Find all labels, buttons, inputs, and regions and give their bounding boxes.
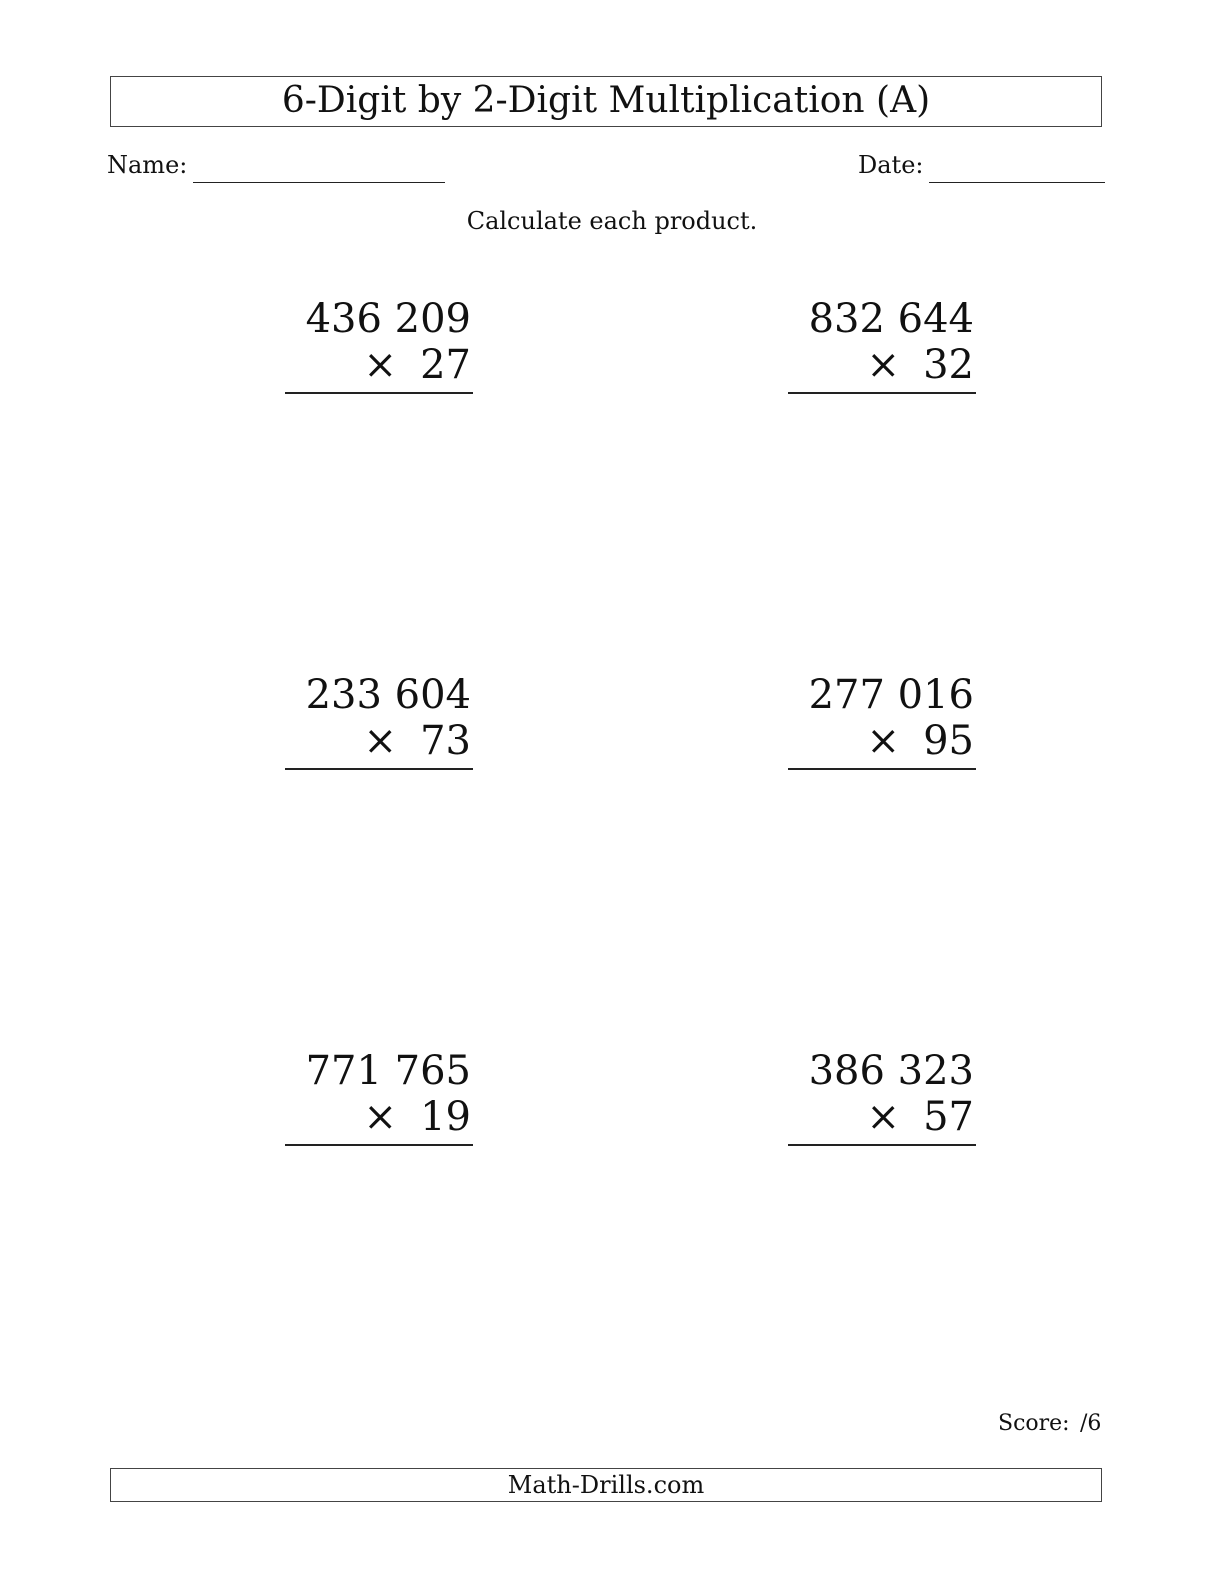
problem-1 [285,296,473,396]
date-field[interactable] [929,182,1105,183]
footer-site-name: Math-Drills.com [110,1468,1102,1502]
problem-4 [788,672,976,772]
problem-5 [285,1048,473,1148]
name-label: Name: [107,151,188,179]
problem-6 [788,1048,976,1148]
times-icon: × [866,1094,900,1140]
multiplicand: 771 765 [305,1048,471,1094]
multiplier: 27 [420,342,471,388]
multiplicand: 436 209 [305,296,471,342]
worksheet-title: 6-Digit by 2-Digit Multiplication (A) [110,76,1102,127]
instructions: Calculate each product. [466,207,758,235]
multiplier: 32 [923,342,974,388]
answer-line [788,768,976,770]
times-icon: × [363,1094,397,1140]
multiplicand: 386 323 [808,1048,974,1094]
times-icon: × [363,718,397,764]
answer-line [285,768,473,770]
score-total: /6 [1080,1411,1102,1436]
answer-line [788,1144,976,1146]
multiplier: 73 [420,718,471,764]
multiplicand: 277 016 [808,672,974,718]
problem-2 [788,296,976,396]
answer-line [788,392,976,394]
answer-line [285,392,473,394]
date-label: Date: [858,151,924,179]
multiplicand: 832 644 [808,296,974,342]
score-label: Score: [998,1411,1070,1436]
name-field[interactable] [193,182,445,183]
multiplicand: 233 604 [305,672,471,718]
multiplier: 57 [923,1094,974,1140]
problem-3 [285,672,473,772]
times-icon: × [866,718,900,764]
times-icon: × [363,342,397,388]
multiplier: 19 [420,1094,471,1140]
multiplier: 95 [923,718,974,764]
answer-line [285,1144,473,1146]
times-icon: × [866,342,900,388]
